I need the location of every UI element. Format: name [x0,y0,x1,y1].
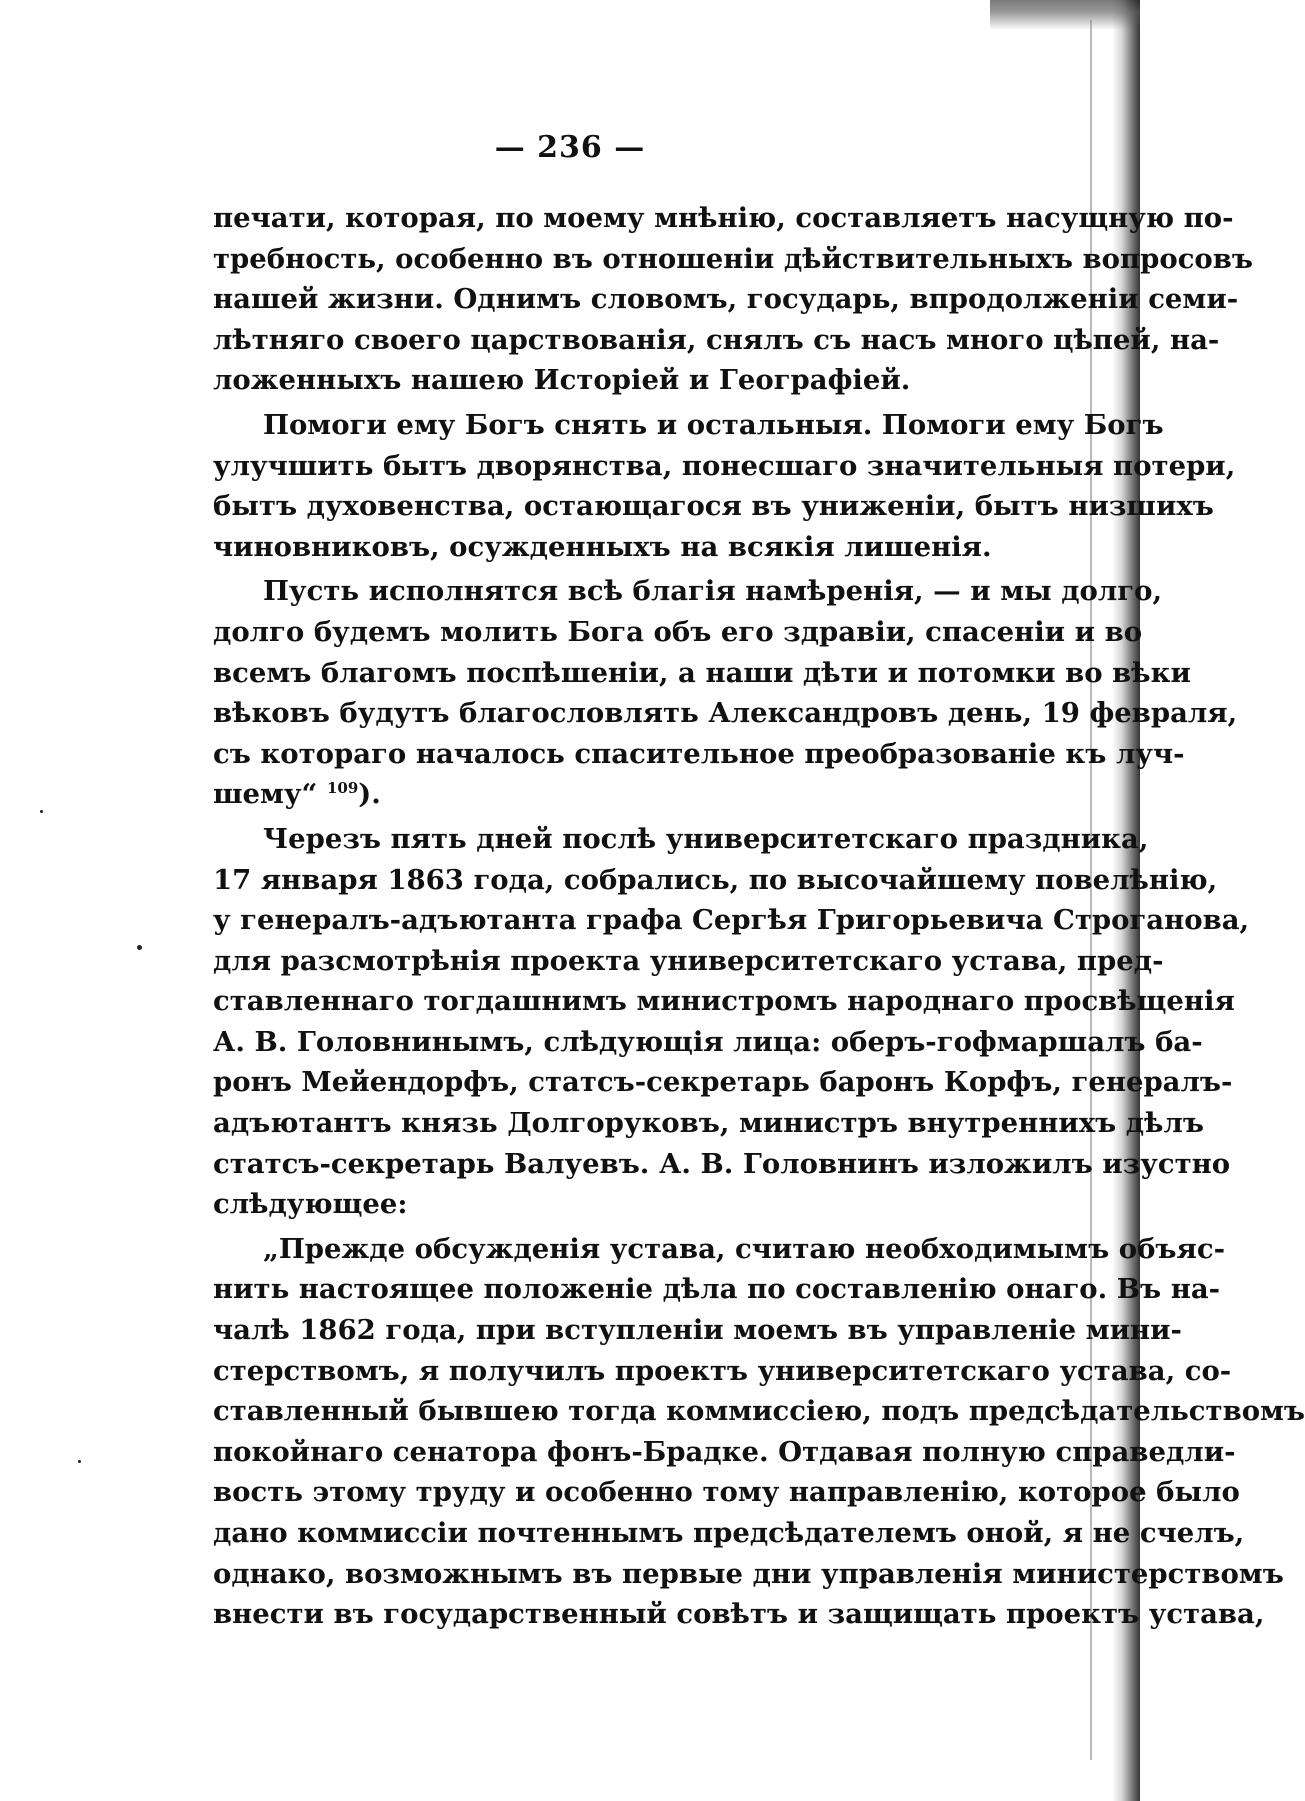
text-line [213,360,1038,401]
text-line [213,1229,1225,1270]
text-line [213,198,1234,239]
line-text: съ котораго началось спасительное преобразованіе къ луч- [213,737,1185,770]
text-line [213,320,1220,361]
text-line [213,1351,1232,1392]
text-line [213,486,1214,527]
line-text: ложенныхъ нашею Исторіей и Географіей. [213,364,911,397]
line-text: А. В. Головнинымъ, слѣдующія лица: оберъ-гофмаршалъ ба- [213,1025,1203,1058]
line-text: лѣтняго своего царствованія, снялъ съ насъ много цѣпей, на- [213,323,1220,356]
line-text: однако, возможнымъ въ первые дни управленія министерствомъ [213,1557,1284,1590]
paragraph [213,571,1238,815]
scan-edge-top [990,0,1140,30]
text-line [213,571,1163,612]
line-text: слѣдующее: [213,1188,408,1221]
line-text: ставленный бывшею тогда коммиссіею, подъ предсѣдательствомъ [213,1395,1305,1428]
line-text: всемъ благомъ поспѣшеніи, а наши дѣти и потомки во вѣки [213,656,1191,689]
text-line [213,981,1235,1022]
line-text: улучшить бытъ дворянства, понесшаго значительныя потери, [213,449,1236,482]
scan-speck [40,810,43,813]
line-text: покойнаго сенатора фонъ-Брадке. Отдавая полную справедли- [213,1435,1236,1468]
text-line [213,446,1236,487]
text-line [213,1184,1038,1225]
line-text: „Прежде обсужденія устава, считаю необходимымъ объяс- [263,1232,1225,1265]
paragraph [213,198,1253,401]
line-text: чиновниковъ, осужденныхъ на всякія лишенія. [213,530,992,563]
text-line [213,527,1038,568]
text-line [213,1144,1231,1185]
line-text: Черезъ пять дней послѣ университетскаго праздника, [263,822,1149,855]
text-line [213,405,1164,446]
text-line [213,693,1238,734]
line-text: ставленнаго тогдашнимъ министромъ народнаго просвѣщенія [213,985,1235,1018]
text-line [213,819,1149,860]
text-line [213,941,1164,982]
paragraph [213,819,1250,1225]
line-text: печати, которая, по моему мнѣнію, составляетъ насущную по- [213,202,1234,234]
page-number: — 236 — [494,130,646,165]
scan-speck [78,1460,81,1463]
text-line [213,279,1239,320]
line-text: чалѣ 1862 года, при вступленіи моемъ въ управленіе мини- [213,1314,1182,1347]
paragraph [213,1229,1305,1635]
text-line [213,1269,1221,1310]
line-text: требность, особенно въ отношеніи дѣйствительныхъ вопросовъ [213,242,1253,275]
text-line [213,1310,1182,1351]
text-line [213,1594,1265,1635]
text-line [213,1513,1245,1554]
line-text: Пусть исполнятся всѣ благія намѣренія, — и мы долго, [263,575,1163,608]
line-text: Помоги ему Богъ снять и остальныя. Помоги ему Богъ [263,408,1164,441]
line-text: внести въ государственный совѣтъ и защищать проектъ устава, [213,1598,1265,1631]
text-line [213,1472,1240,1513]
text-line [213,1432,1236,1473]
paragraph-gap [213,1635,1038,1639]
text-line [213,653,1191,694]
line-text: 17 января 1863 года, собрались, по высочайшему повелѣнію, [213,863,1218,896]
paragraph [213,405,1236,567]
line-text: адъютантъ князь Долгоруковъ, министръ внутреннихъ дѣлъ [213,1107,1204,1140]
line-text: бытъ духовенства, остающагося въ униженіи, бытъ низшихъ [213,490,1214,523]
line-text: шему“ [213,778,318,811]
line-text: стерствомъ, я получилъ проектъ университетскаго устава, со- [213,1354,1232,1387]
text-line [213,1022,1203,1063]
text-line [213,1554,1284,1595]
text-line [213,900,1250,941]
line-text: вѣковъ будутъ благословлять Александровъ день, 19 февраля, [213,697,1238,730]
line-text: нить настоящее положеніе дѣла по составленію онаго. Въ на- [213,1273,1221,1306]
text-line [213,1391,1305,1432]
line-text: вость этому труду и особенно тому направленію, которое было [213,1476,1240,1509]
text-line [213,734,1185,775]
line-text: ронъ Мейендорфъ, статсъ-секретарь баронъ Корфъ, генералъ- [213,1066,1233,1099]
line-text: нашей жизни. Однимъ словомъ, государь, впродолженіи семи- [213,283,1239,316]
line-text: дано коммиссіи почтеннымъ предсѣдателемъ оной, я не счелъ, [213,1517,1245,1549]
text-line [213,612,1143,653]
line-text: статсъ-секретарь Валуевъ. А. В. Головнинъ изложилъ изустно [213,1147,1231,1180]
line-text: у генералъ-адъютанта графа Сергѣя Григорьевича Строганова, [213,904,1250,937]
text-line [213,774,1038,815]
text-line [213,860,1218,901]
footnote-reference: 109 [326,779,359,798]
text-line [213,239,1253,280]
text-line [213,1062,1233,1103]
text-line [213,1103,1204,1144]
scan-speck [137,945,142,950]
body-text [213,198,1305,1639]
footnote-tail: ). [358,778,381,811]
line-text: для разсмотрѣнія проекта университетскаго устава, пред- [213,944,1164,977]
line-text: долго будемъ молить Бога объ его здравіи, спасеніи и во [213,615,1143,648]
